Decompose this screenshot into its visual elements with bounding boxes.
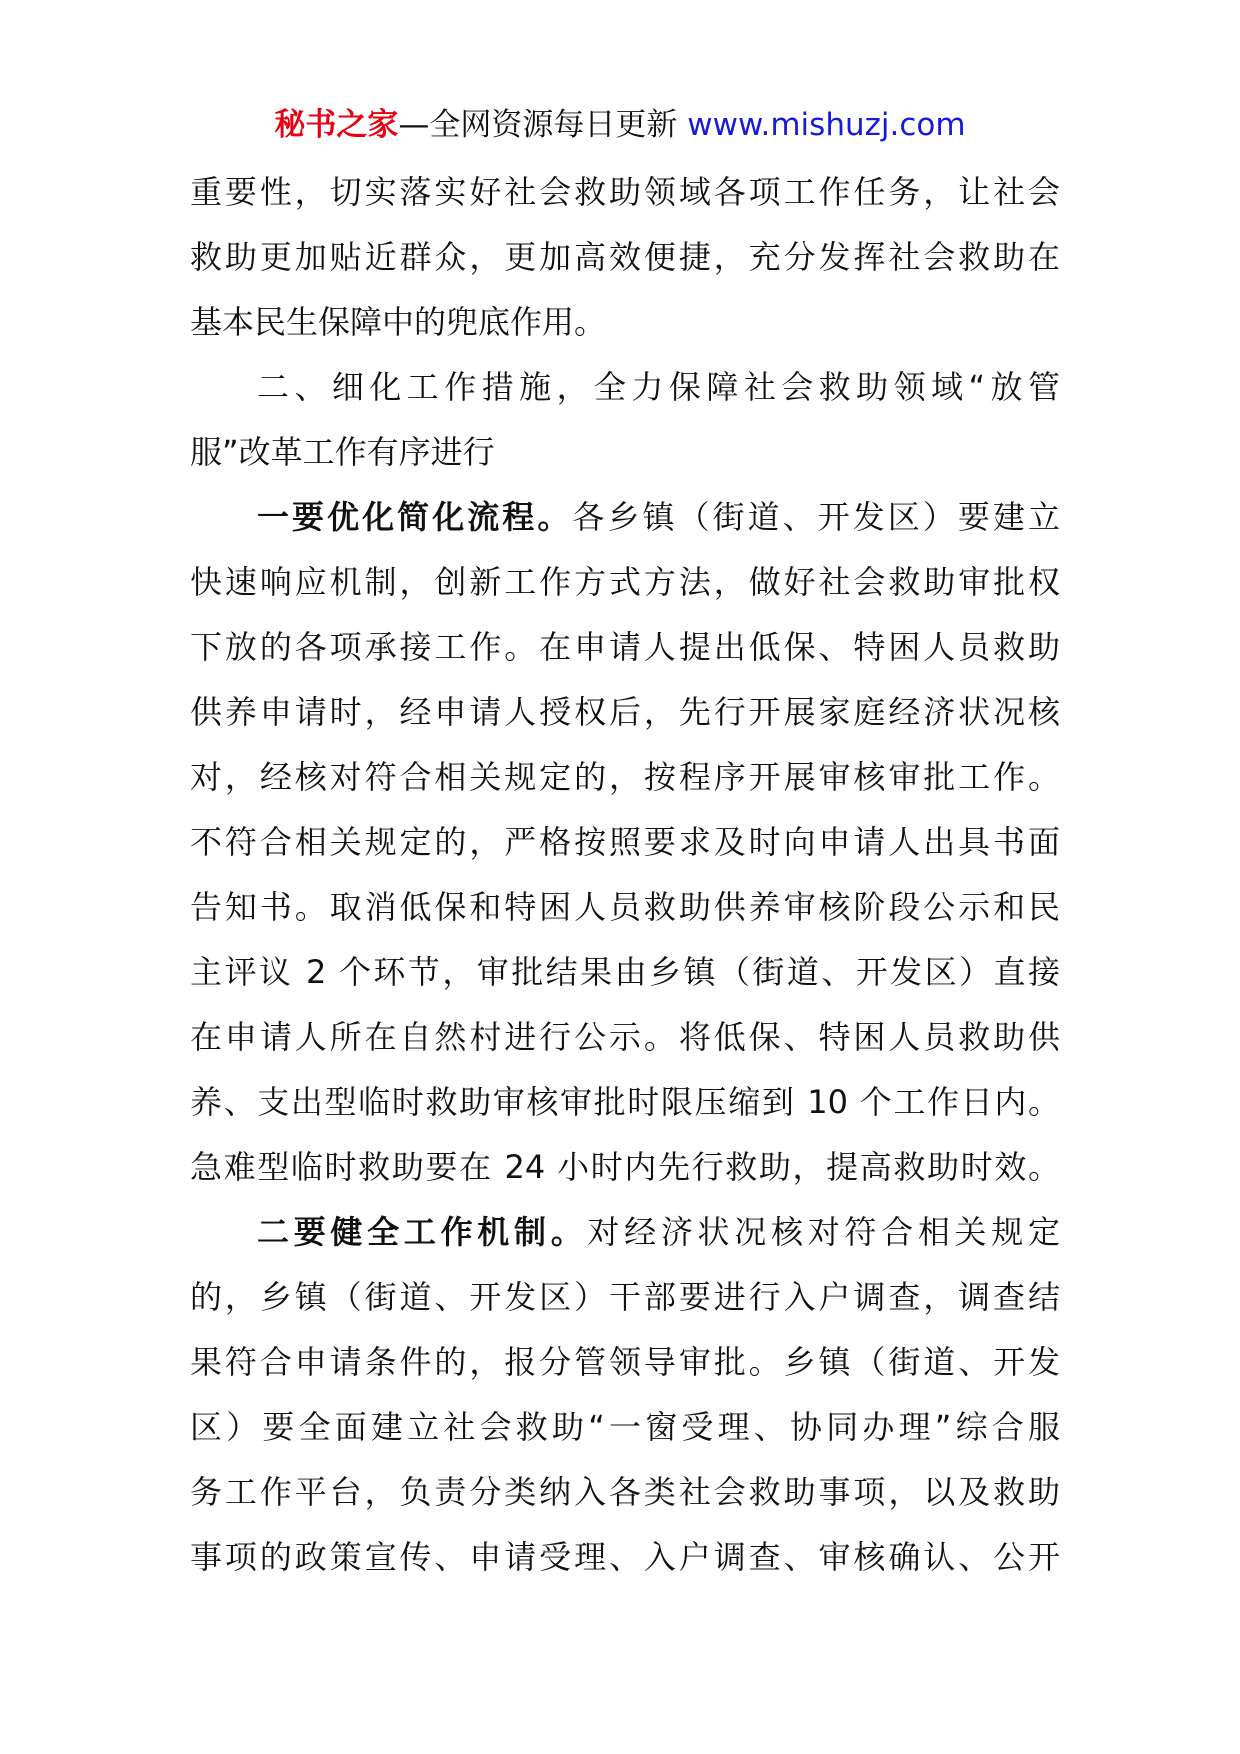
text-line: 的，乡镇（街道、开发区）干部要进行入户调查，调查结 <box>190 1278 1060 1316</box>
text-line: 养、支出型临时救助审核审批时限压缩到 10 个工作日内。 <box>190 1083 1060 1121</box>
text-line: 供养申请时，经申请人授权后，先行开展家庭经济状况核 <box>190 693 1060 731</box>
section-heading: 二、细化工作措施，全力保障社会救助领域“放管 <box>257 368 1060 406</box>
text-line: 快速响应机制，创新工作方式方法，做好社会救助审批权 <box>190 563 1060 601</box>
text-line: 急难型临时救助要在 24 小时内先行救助，提高救助时效。 <box>190 1148 1060 1186</box>
subheading-bold: 一要优化简化流程。 <box>257 498 573 536</box>
header-url[interactable]: www.mishuzj.com <box>687 107 966 143</box>
header-brand: 秘书之家 <box>274 107 399 143</box>
paragraph-first-line <box>190 485 1060 550</box>
document-body <box>190 160 1060 1590</box>
text-line: 在申请人所在自然村进行公示。将低保、特困人员救助供 <box>190 1018 1060 1056</box>
text-line: 果符合申请条件的，报分管领导审批。乡镇（街道、开发 <box>190 1343 1060 1381</box>
page-header <box>0 100 1240 150</box>
header-tagline: —全网资源每日更新 <box>398 107 688 143</box>
text-line: 救助更加贴近群众，更加高效便捷，充分发挥社会救助在 <box>190 238 1060 276</box>
text-line: 下放的各项承接工作。在申请人提出低保、特困人员救助 <box>190 628 1060 666</box>
text-line: 基本民生保障中的兜底作用。 <box>190 303 607 341</box>
text-line: 不符合相关规定的，严格按照要求及时向申请人出具书面 <box>190 823 1060 861</box>
text-run: 各乡镇（街道、开发区）要建立 <box>572 498 1060 536</box>
text-line: 告知书。取消低保和特困人员救助供养审核阶段公示和民 <box>190 888 1060 926</box>
section-heading-cont: 服”改革工作有序进行 <box>190 433 495 471</box>
subheading-bold: 二要健全工作机制。 <box>257 1213 588 1251</box>
text-line: 对，经核对符合相关规定的，按程序开展审核审批工作。 <box>190 758 1060 796</box>
text-run: 对经济状况核对符合相关规定 <box>587 1213 1060 1251</box>
text-line: 务工作平台，负责分类纳入各类社会救助事项，以及救助 <box>190 1473 1060 1511</box>
paragraph-first-line <box>190 1200 1060 1265</box>
text-line: 区）要全面建立社会救助“一窗受理、协同办理”综合服 <box>190 1408 1060 1446</box>
text-line: 主评议 2 个环节，审批结果由乡镇（街道、开发区）直接 <box>190 953 1060 991</box>
text-line: 重要性，切实落实好社会救助领域各项工作任务，让社会 <box>190 173 1060 211</box>
text-line: 事项的政策宣传、申请受理、入户调查、审核确认、公开 <box>190 1538 1060 1576</box>
